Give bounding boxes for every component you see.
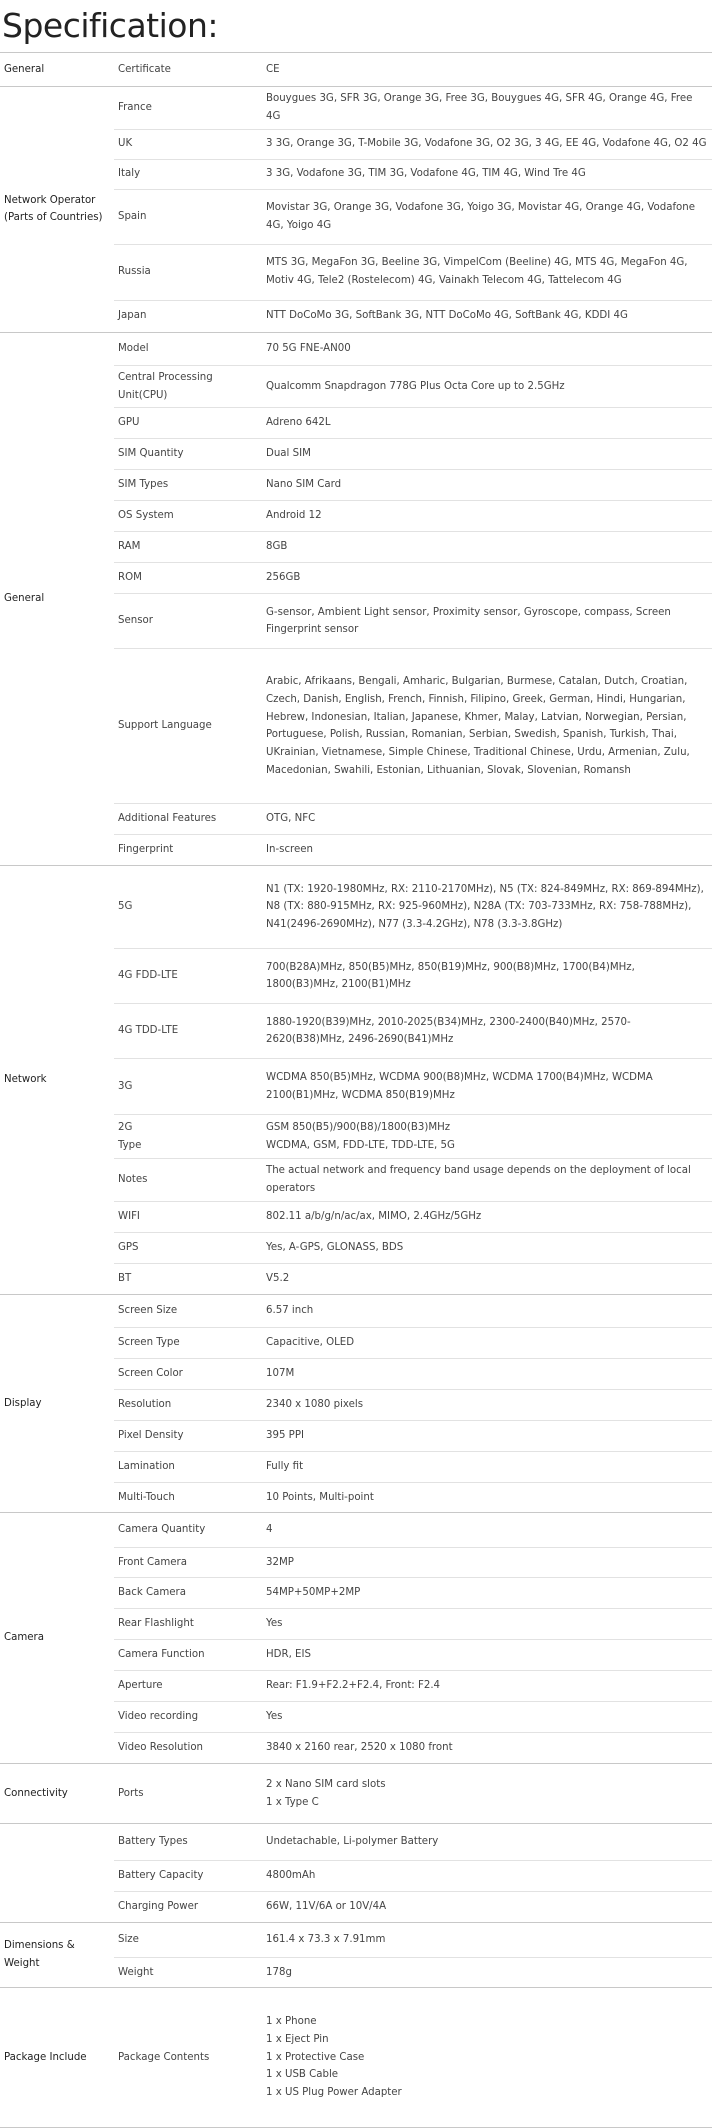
spec-label: [114, 1159, 262, 1202]
spec-label-text: Camera Quantity: [118, 1524, 206, 1536]
spec-label-text: GPU: [118, 417, 140, 429]
spec-value: [262, 1264, 712, 1295]
spec-row: [0, 1923, 712, 1958]
spec-label-text: Type: [118, 1139, 142, 1151]
spec-label-text: Central Processing Unit(CPU): [118, 371, 213, 401]
spec-value-text: 1 x Protective Case: [266, 2051, 365, 2063]
spec-value-text: NTT DoCoMo 3G, SoftBank 3G, NTT DoCoMo 4G, SoftBank 4G, KDDI 4G: [266, 310, 628, 322]
spec-label-text: Lamination: [118, 1461, 175, 1473]
spec-label: [114, 1115, 262, 1159]
spec-label-text: UK: [118, 138, 133, 150]
spec-label-text: 3G: [118, 1080, 133, 1092]
spec-value: [262, 300, 712, 332]
specification-table: [0, 52, 712, 2128]
spec-label: [114, 649, 262, 804]
spec-value: [262, 835, 712, 866]
spec-label-text: Battery Capacity: [118, 1870, 204, 1882]
spec-value: [262, 1958, 712, 1988]
spec-row: [0, 1764, 712, 1824]
spec-value-text: The actual network and frequency band usage depends on the deployment of local operators: [266, 1165, 691, 1195]
spec-value-text: Arabic, Afrikaans, Bengali, Amharic, Bulgarian, Burmese, Catalan, Dutch, Croatian, Czech, Danish, English, French, Finnish, Filipino, Greek, German, Hindi, Hungarian, Hebrew, Indonesian, Italian, Japanese, Khmer, Malay, Latvian, Norwegian, Persian, Portuguese, Polish, Russian, Romanian, Serbian, Swedish, Spanish, Turkish, Thai, UKrainian, Vietnamese, Simple Chinese, Traditional Chinese, Urdu, Armenian, Zulu, Macedonian, Swahili, Estonian, Lithuanian, Slovak, Slovenian, Romansh: [266, 675, 690, 777]
spec-row: [0, 1988, 712, 2128]
spec-value-text: Adreno 642L: [266, 417, 331, 429]
spec-value-text: 10 Points, Multi-point: [266, 1491, 374, 1503]
spec-value-text: 3840 x 2160 rear, 2520 x 1080 front: [266, 1742, 453, 1754]
spec-label-text: Multi-Touch: [118, 1491, 175, 1503]
spec-group-name: Network: [0, 866, 114, 1295]
spec-value-text: 1 x Eject Pin: [266, 2033, 329, 2045]
spec-label: [114, 439, 262, 470]
spec-value-text: Bouygues 3G, SFR 3G, Orange 3G, Free 3G, Bouygues 4G, SFR 4G, Orange 4G, Free 4G: [266, 93, 693, 122]
spec-label-text: Video Resolution: [118, 1742, 204, 1754]
spec-label-text: Package Contents: [118, 2051, 210, 2063]
spec-value-text: HDR, EIS: [266, 1649, 311, 1661]
spec-label-text: RAM: [118, 541, 141, 553]
spec-group-name: Display: [0, 1295, 114, 1513]
spec-value-text: 395 PPI: [266, 1430, 304, 1442]
spec-value-text: 802.11 a/b/g/n/ac/ax, MIMO, 2.4GHz/5GHz: [266, 1211, 482, 1223]
spec-label: [114, 594, 262, 649]
spec-value: [262, 1764, 712, 1824]
spec-row: [0, 53, 712, 87]
spec-value: [262, 1059, 712, 1115]
spec-label: [114, 1452, 262, 1483]
spec-group-name: Network Operator (Parts of Countries): [0, 87, 114, 333]
spec-group-name: General: [0, 332, 114, 866]
spec-value: [262, 129, 712, 159]
spec-label-text: Additional Features: [118, 813, 217, 825]
spec-value: [262, 159, 712, 189]
spec-value-text: Yes: [266, 1618, 283, 1630]
spec-value-text: 8GB: [266, 541, 288, 553]
spec-value-text: 1 x USB Cable: [266, 2069, 339, 2081]
spec-value-text: Nano SIM Card: [266, 479, 342, 491]
spec-value: [262, 1159, 712, 1202]
spec-value: [262, 1824, 712, 1861]
spec-value: [262, 1115, 712, 1159]
spec-label-text: Support Language: [118, 720, 212, 732]
spec-value-text: 6.57 inch: [266, 1305, 314, 1317]
spec-value: [262, 1233, 712, 1264]
spec-label: [114, 300, 262, 332]
spec-label: [114, 1059, 262, 1115]
spec-label: [114, 1640, 262, 1671]
spec-group-name: Connectivity: [0, 1764, 114, 1824]
spec-value: [262, 1390, 712, 1421]
spec-group-name: Dimensions & Weight: [0, 1923, 114, 1988]
spec-label: [114, 1923, 262, 1958]
spec-value: [262, 408, 712, 439]
spec-label-text: Russia: [118, 266, 151, 278]
spec-label-text: Certificate: [118, 63, 171, 75]
spec-value: [262, 244, 712, 300]
spec-label: [114, 1958, 262, 1988]
spec-label-text: 4G FDD-LTE: [118, 970, 178, 982]
spec-value: [262, 1483, 712, 1513]
spec-label: [114, 563, 262, 594]
spec-value-text: 107M: [266, 1368, 295, 1380]
spec-value-text: 3 3G, Vodafone 3G, TIM 3G, Vodafone 4G, TIM 4G, Wind Tre 4G: [266, 168, 586, 180]
spec-value-text: 178g: [266, 1966, 292, 1978]
spec-value-text: WCDMA, GSM, FDD-LTE, TDD-LTE, 5G: [266, 1139, 455, 1151]
spec-label: [114, 1483, 262, 1513]
spec-value: [262, 1702, 712, 1733]
spec-label-text: Aperture: [118, 1680, 163, 1692]
spec-row: [0, 1513, 712, 1548]
spec-value: [262, 1733, 712, 1764]
spec-label: [114, 1233, 262, 1264]
spec-value: [262, 1988, 712, 2128]
spec-label: [114, 835, 262, 866]
spec-value: [262, 439, 712, 470]
spec-value-text: Android 12: [266, 510, 322, 522]
spec-value: [262, 532, 712, 563]
spec-label-text: Screen Size: [118, 1305, 178, 1317]
spec-value-text: Dual SIM: [266, 448, 311, 460]
spec-label-text: SIM Quantity: [118, 448, 184, 460]
spec-row: [0, 866, 712, 949]
spec-value-text: OTG, NFC: [266, 813, 316, 825]
spec-label: [114, 408, 262, 439]
spec-value: [262, 1671, 712, 1702]
spec-value: [262, 1295, 712, 1328]
spec-group-name: General: [0, 53, 114, 87]
spec-value: [262, 1578, 712, 1609]
page-title: Specification:: [2, 6, 218, 45]
spec-label: [114, 1264, 262, 1295]
spec-label: [114, 1548, 262, 1578]
spec-label: [114, 1578, 262, 1609]
spec-label-text: 4G TDD-LTE: [118, 1025, 179, 1037]
spec-value: [262, 1609, 712, 1640]
spec-group-name: Camera: [0, 1513, 114, 1764]
spec-label: [114, 129, 262, 159]
spec-label-text: 2G: [118, 1122, 133, 1134]
spec-label: [114, 1988, 262, 2128]
spec-group-name: Package Include: [0, 1988, 114, 2128]
spec-value-text: 70 5G FNE-AN00: [266, 342, 351, 354]
spec-value-text: 32MP: [266, 1556, 294, 1568]
spec-label-text: Video recording: [118, 1711, 199, 1723]
spec-label-text: WIFI: [118, 1211, 140, 1223]
spec-value: [262, 1452, 712, 1483]
spec-label: [114, 1764, 262, 1824]
spec-label-text: BT: [118, 1273, 132, 1285]
spec-label: [114, 1390, 262, 1421]
spec-value: [262, 189, 712, 244]
spec-label-text: Spain: [118, 210, 147, 222]
spec-value-text: 1 x US Plug Power Adapter: [266, 2087, 402, 2099]
spec-label: [114, 949, 262, 1004]
spec-label-text: Back Camera: [118, 1587, 186, 1599]
spec-value-text: 2 x Nano SIM card slots: [266, 1778, 386, 1790]
spec-label: [114, 1824, 262, 1861]
spec-label: [114, 189, 262, 244]
spec-label: [114, 159, 262, 189]
spec-value-text: 3 3G, Orange 3G, T-Mobile 3G, Vodafone 3G, O2 3G, 3 4G, EE 4G, Vodafone 4G, O2 4G: [266, 138, 707, 150]
spec-value-text: 256GB: [266, 572, 301, 584]
spec-label-text: Rear Flashlight: [118, 1618, 194, 1630]
spec-value-text: V5.2: [266, 1273, 290, 1285]
spec-label-text: 5G: [118, 901, 133, 913]
spec-label-text: Ports: [118, 1787, 144, 1799]
spec-value: [262, 365, 712, 408]
spec-value-text: In-screen: [266, 844, 314, 856]
spec-value: [262, 1923, 712, 1958]
spec-label-text: Size: [118, 1934, 139, 1946]
spec-label-text: SIM Types: [118, 479, 169, 491]
spec-label: [114, 470, 262, 501]
spec-value-text: Movistar 3G, Orange 3G, Vodafone 3G, Yoigo 3G, Movistar 4G, Orange 4G, Vodafone 4G, Yoigo 4G: [266, 201, 696, 231]
spec-label: [114, 1861, 262, 1892]
spec-label: [114, 365, 262, 408]
spec-value-text: N1 (TX: 1920-1980MHz, RX: 2110-2170MHz), N5 (TX: 824-849MHz, RX: 869-894MHz), N8 (TX: 880-915MHz, RX: 925-960MHz), N28A (TX: 703-733MHz, RX: 758-788MHz), N41(2496-2690MHz), N77 (3.3-4.2GHz), N78 (3.3-3.8GHz): [266, 883, 704, 931]
spec-row: [0, 332, 712, 365]
spec-label: [114, 1513, 262, 1548]
spec-value: [262, 1513, 712, 1548]
spec-label-text: Fingerprint: [118, 844, 174, 856]
spec-label: [114, 1202, 262, 1233]
spec-label-text: Screen Color: [118, 1368, 183, 1380]
spec-label: [114, 1702, 262, 1733]
spec-value-text: 700(B28A)MHz, 850(B5)MHz, 850(B19)MHz, 900(B8)MHz, 1700(B4)MHz, 1800(B3)MHz, 2100(B1)MHz: [266, 961, 635, 991]
spec-value-text: 4: [266, 1524, 273, 1536]
spec-value-text: 1880-1920(B39)MHz, 2010-2025(B34)MHz, 2300-2400(B40)MHz, 2570-2620(B38)MHz, 2496-2690(B41)MHz: [266, 1016, 631, 1046]
spec-label: [114, 804, 262, 835]
spec-value: [262, 501, 712, 532]
spec-label-text: Camera Function: [118, 1649, 205, 1661]
spec-value-text: GSM 850(B5)/900(B8)/1800(B3)MHz: [266, 1122, 451, 1134]
spec-value-text: MTS 3G, MegaFon 3G, Beeline 3G, VimpelCom (Beeline) 4G, MTS 4G, MegaFon 4G, Motiv 4G, Tele2 (Rostelecom) 4G, Vainakh Telecom 4G, Tattelecom 4G: [266, 257, 688, 287]
spec-value-text: 4800mAh: [266, 1870, 316, 1882]
spec-label: [114, 866, 262, 949]
spec-label: [114, 1328, 262, 1359]
spec-label: [114, 1733, 262, 1764]
spec-value-text: Yes: [266, 1711, 283, 1723]
spec-value-text: 54MP+50MP+2MP: [266, 1587, 361, 1599]
spec-value: [262, 1328, 712, 1359]
spec-label-text: GPS: [118, 1242, 139, 1254]
specification-table-body: [0, 53, 712, 2128]
spec-value-text: 1 x Type C: [266, 1796, 319, 1808]
spec-value-text: G-sensor, Ambient Light sensor, Proximity sensor, Gyroscope, compass, Screen Fingerprint sensor: [266, 606, 671, 636]
spec-value-text: Capacitive, OLED: [266, 1337, 355, 1349]
spec-label: [114, 532, 262, 563]
spec-value: [262, 594, 712, 649]
spec-label-text: Screen Type: [118, 1337, 180, 1349]
spec-label: [114, 53, 262, 87]
spec-label-text: Italy: [118, 168, 141, 180]
spec-value: [262, 53, 712, 87]
spec-value-text: WCDMA 850(B5)MHz, WCDMA 900(B8)MHz, WCDMA 1700(B4)MHz, WCDMA 2100(B1)MHz, WCDMA 850(B19)MHz: [266, 1072, 653, 1101]
spec-value: [262, 1548, 712, 1578]
spec-label-text: Battery Types: [118, 1836, 188, 1848]
spec-label-text: Resolution: [118, 1399, 172, 1411]
spec-label-text: Charging Power: [118, 1901, 199, 1913]
spec-value: [262, 1892, 712, 1923]
spec-row: [0, 1295, 712, 1328]
spec-label-text: Sensor: [118, 615, 153, 627]
spec-value-text: Yes, A-GPS, GLONASS, BDS: [266, 1242, 404, 1254]
spec-value-text: CE: [266, 63, 280, 75]
spec-value: [262, 1202, 712, 1233]
spec-label-text: Model: [118, 342, 149, 354]
spec-value: [262, 649, 712, 804]
spec-value-text: 2340 x 1080 pixels: [266, 1399, 364, 1411]
spec-value: [262, 949, 712, 1004]
spec-value: [262, 1359, 712, 1390]
spec-value-text: 66W, 11V/6A or 10V/4A: [266, 1901, 387, 1913]
spec-row: [0, 87, 712, 130]
spec-label-text: Notes: [118, 1174, 148, 1186]
spec-label-text: France: [118, 101, 152, 113]
spec-label: [114, 1609, 262, 1640]
spec-value: [262, 1640, 712, 1671]
spec-label: [114, 1359, 262, 1390]
spec-label-text: Japan: [118, 310, 147, 322]
spec-value: [262, 804, 712, 835]
spec-label: [114, 87, 262, 130]
spec-group-name: [0, 1824, 114, 1923]
spec-value-text: Fully fit: [266, 1461, 304, 1473]
spec-label-text: Pixel Density: [118, 1430, 184, 1442]
spec-label-text: Front Camera: [118, 1556, 187, 1568]
spec-label: [114, 1892, 262, 1923]
spec-label: [114, 1671, 262, 1702]
spec-label: [114, 1295, 262, 1328]
spec-value: [262, 1004, 712, 1059]
spec-value: [262, 1421, 712, 1452]
spec-label: [114, 332, 262, 365]
spec-label: [114, 1004, 262, 1059]
spec-value: [262, 87, 712, 130]
spec-value: [262, 563, 712, 594]
spec-value-text: Rear: F1.9+F2.2+F2.4, Front: F2.4: [266, 1680, 441, 1692]
spec-label: [114, 1421, 262, 1452]
spec-label: [114, 244, 262, 300]
spec-label: [114, 501, 262, 532]
spec-value-text: Qualcomm Snapdragon 778G Plus Octa Core up to 2.5GHz: [266, 380, 565, 392]
spec-value-text: 1 x Phone: [266, 2015, 317, 2027]
spec-value-text: 161.4 x 73.3 x 7.91mm: [266, 1934, 386, 1946]
spec-value-text: Undetachable, Li-polymer Battery: [266, 1836, 439, 1848]
spec-row: [0, 1824, 712, 1861]
spec-label-text: ROM: [118, 572, 142, 584]
spec-value: [262, 332, 712, 365]
spec-value: [262, 866, 712, 949]
spec-label-text: OS System: [118, 510, 174, 522]
spec-value: [262, 470, 712, 501]
spec-label-text: Weight: [118, 1966, 154, 1978]
spec-value: [262, 1861, 712, 1892]
